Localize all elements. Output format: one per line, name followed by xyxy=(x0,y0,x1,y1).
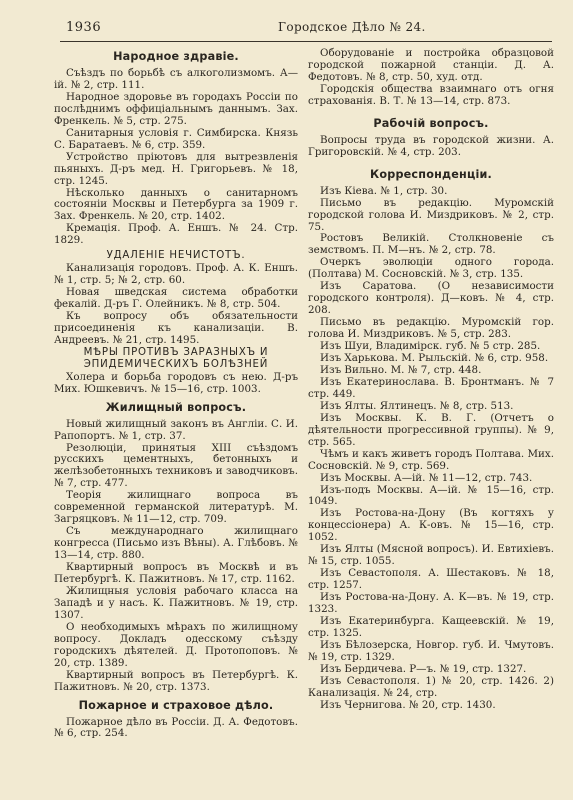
list-item: Изъ Харькова. М. Рыльскій. № 6, стр. 958. xyxy=(320,352,549,365)
list-item: Изъ Севастополя. А. Шестаковъ. № 18, стр. 1257. xyxy=(308,567,554,592)
subsection-heading-sewage: УДАЛЕНІЕ НЕЧИСТОТЪ. xyxy=(106,250,246,262)
list-item: Нѣсколько данныхъ о санитарномъ состояніи Москвы и Петербурга за 1909 г. Зах. Френкель. № 20, стр. 1402. xyxy=(54,186,298,223)
header-rule xyxy=(60,41,552,42)
list-item: Теорія жилищнаго вопроса въ современной германской литературѣ. М. Загряцковъ. № 11—12, стр. 709. xyxy=(54,489,298,526)
list-item: Народное здоровье въ городахъ Россіи по послѣднимъ оффиціальнымъ даннымъ. Зах. Френкель. № 5, стр. 275. xyxy=(54,90,298,127)
list-item: Оборудованіе и постройка образцовой городской пожарной станціи. Д. А. Федотовъ. № 8, стр. 50, худ. отд. xyxy=(308,47,554,83)
list-item: Вопросы труда въ городской жизни. А. Григоровскій. № 4, стр. 203. xyxy=(308,133,554,158)
list-item: Къ вопросу объ обязательности присоединенія къ канализаціи. В. Андреевъ. № 21, стр. 1495. xyxy=(54,310,298,346)
subsection-heading-line: МѢРЫ ПРОТИВЪ ЗАРАЗНЫХЪ И xyxy=(83,346,269,358)
list-item: Квартирный вопросъ въ Петербургѣ. К. Пажитновъ. № 20, стр. 1373. xyxy=(54,668,298,693)
list-item: Съѣздъ по борьбѣ съ алкоголизмомъ. А—iй. № 2, стр. 111. xyxy=(54,67,298,91)
list-item: Изъ Севастополя. 1) № 20, стр. 1426. 2) Канализація. № 24, стр. xyxy=(308,674,554,699)
list-item: Изъ Ростова-на-Дону (Въ когтяхъ у концессіонера) А. К-овъ. № 15—16, стр. 1052. xyxy=(308,507,554,544)
running-title: Городское Дѣло № 24. xyxy=(278,20,426,34)
list-item: Ростовъ Великій. Столкновеніе съ земствомъ. П. М—нъ. № 2, стр. 78. xyxy=(308,232,554,257)
list-item: Резолюціи, принятыя XIII съѣздомъ русскихъ цементныхъ, бетонныхъ и желѣзобетонныхъ техниковъ и заводчиковъ. № 7, стр. 477. xyxy=(54,441,298,490)
list-item: Изъ-подъ Москвы. А—iй. № 15—16, стр. 1049. xyxy=(308,483,554,508)
list-item: Новый жилищный законъ въ Англіи. С. И. Рапопортъ. № 1, стр. 37. xyxy=(54,417,298,442)
right-column xyxy=(308,48,554,712)
list-item: Санитарныя условія г. Симбирска. Князь С. Баратаевъ. № 6, стр. 359. xyxy=(54,126,298,151)
list-item: Жилищныя условія рабочаго класса на Западѣ и у насъ. К. Пажитновъ. № 19, стр. 1307. xyxy=(54,584,298,621)
list-item: Изъ Ростова-на-Дону. А. К—въ. № 19, стр. 1323. xyxy=(308,591,554,616)
list-item: Холера и борьба городовъ съ нею. Д-ръ Мих. Юшкевичъ. № 15—16, стр. 1003. xyxy=(54,370,298,395)
section-heading-labour: Рабочій вопросъ. xyxy=(373,116,489,130)
list-item: Изъ Екатеринослава. В. Бронтманъ. № 7 стр. 449. xyxy=(308,375,554,400)
list-item: Устройство пріютовъ для вытрезвленія пьяныхъ. Д-ръ мед. Н. Григорьевъ. № 18, стр. 1245. xyxy=(54,150,298,187)
list-item: Изъ Саратова. (О независимости городского контроля). Д—ковъ. № 4, стр. 208. xyxy=(308,280,554,317)
page-header xyxy=(0,0,573,44)
list-item: Изъ Екатеринбурга. Кащеевскій. № 19, стр. 1325. xyxy=(308,614,554,639)
list-item: Изъ Чернигова. № 20, стр. 1430. xyxy=(320,698,496,711)
list-item: О необходимыхъ мѣрахъ по жилищному вопросу. Докладъ одесскому съѣзду городскихъ дѣятелей. Д. Протопоповъ. № 20, стр. 1389. xyxy=(54,620,298,669)
section-heading-correspondence: Корреспонденціи. xyxy=(370,167,492,181)
list-item: Пожарное дѣло въ Россіи. Д. А. Федотовъ. № 6, стр. 254. xyxy=(54,715,298,740)
subsection-heading-epidemics xyxy=(54,347,298,371)
list-item: Квартирный вопросъ въ Москвѣ и въ Петербургѣ. К. Пажитновъ. № 17, стр. 1162. xyxy=(54,561,298,585)
list-item: Канализація городовъ. Проф. А. К. Еншъ. № 1, стр. 5; № 2, стр. 60. xyxy=(54,262,298,287)
subsection-heading-line: ЭПИДЕМИЧЕСКИХЪ БОЛѢЗНЕЙ xyxy=(83,358,269,370)
section-heading-fire-insurance: Пожарное и страховое дѣло. xyxy=(78,698,274,712)
list-item: Изъ Бѣлозерска, Новгор. губ. И. Чмутовъ. № 19, стр. 1329. xyxy=(308,638,554,663)
section-heading-housing: Жилищный вопросъ. xyxy=(105,400,247,414)
list-item: Изъ Шуи, Владимірск. губ. № 5 стр. 285. xyxy=(320,340,541,353)
list-item: Городскія общества взаимнаго отъ огня страхованія. В. Т. № 13—14, стр. 873. xyxy=(308,82,554,107)
list-item: Изъ Ялты. Ялтинецъ. № 8, стр. 513. xyxy=(320,399,514,412)
list-item: Изъ Москвы. К. В. Г. (Отчетъ о дѣятельности прогрессивной группы). № 9, стр. 565. xyxy=(308,411,554,448)
list-item: Изъ Вильно. М. № 7, стр. 448. xyxy=(320,363,482,376)
section-heading-health: Народное здравіе. xyxy=(113,50,239,63)
left-column xyxy=(54,48,298,740)
list-item: Изъ Москвы. А—iй. № 11—12, стр. 743. xyxy=(320,471,533,484)
list-item: Изъ Кіева. № 1, стр. 30. xyxy=(320,184,448,197)
list-item: Письмо въ редакцію. Муромскій городской голова И. Миздриковъ. № 2, стр. 75. xyxy=(308,196,554,233)
list-item: Кремація. Проф. А. Еншъ. № 24. Стр. 1829. xyxy=(54,222,298,247)
list-item: Изъ Бердичева. Р—ъ. № 19, стр. 1327. xyxy=(320,662,527,675)
list-item: Изъ Ялты (Мясной вопросъ). И. Евтихіевъ. № 15, стр. 1055. xyxy=(308,543,554,568)
list-item: Съ международнаго жилищнаго конгресса (Письмо изъ Вѣны). А. Глѣбовъ. № 13—14, стр. 880. xyxy=(54,525,298,562)
list-item: Письмо въ редакцію. Муромскій гор. голова И. Миздриковъ. № 5, стр. 283. xyxy=(308,316,554,341)
list-item: Новая шведская система обработки фекалій. Д-ръ Г. Олейникъ. № 8, стр. 504. xyxy=(54,286,298,311)
list-item: Очеркъ эволюціи одного города. (Полтава) М. Сосновскій. № 3, стр. 135. xyxy=(308,256,554,281)
list-item: Чѣмъ и какъ живетъ городъ Полтава. Мих. Сосновскій. № 9, стр. 569. xyxy=(308,447,554,472)
page-number: 1936 xyxy=(66,20,102,35)
